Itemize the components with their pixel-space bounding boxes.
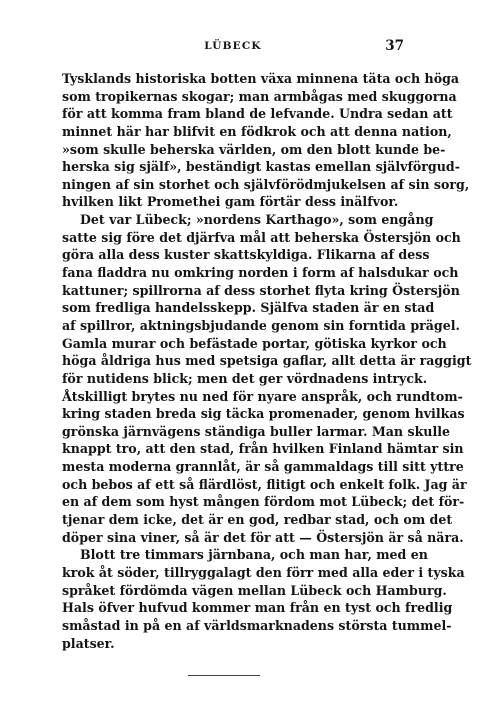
text-line: höga åldriga hus med spetsiga gaflar, allt detta är raggigt xyxy=(62,353,472,369)
text-line: för att komma fram bland de lefvande. Undra sedan att xyxy=(62,106,453,122)
running-title: LÜBECK xyxy=(204,40,262,52)
text-line: Åtskilligt brytes nu ned för nyare anspråk, och rundtom- xyxy=(62,388,463,404)
text-line: knappt tro, att den stad, från hvilken Finland hämtar sin xyxy=(62,441,464,457)
section-end-rule xyxy=(188,675,260,676)
text-line: hvilken likt Promethei gam förtär dess inälfvor. xyxy=(62,194,399,210)
body-text xyxy=(62,70,472,652)
text-line: språket fördömda vägen mellan Lübeck och Hamburg. xyxy=(62,582,447,598)
text-line: kattuner; spillrorna af dess storhet flyta kring Östersjön xyxy=(62,282,460,298)
text-line: som tropikernas skogar; man armbågas med skuggorna xyxy=(62,88,457,104)
text-line: »som skulle beherska världen, om den blott kunde be- xyxy=(62,141,446,157)
text-line: Hals öfver hufvud kommer man från en tyst och fredlig xyxy=(62,600,453,616)
text-line: grönska järnvägens ständiga buller larmar. Man skulle xyxy=(62,423,451,439)
text-line: småstad in på en af världsmarknadens största tummel- xyxy=(62,617,452,633)
text-line: tjenar dem icke, det är en god, redbar stad, och om det xyxy=(62,512,453,528)
text-line: och bebos af ett så flärdlöst, flitigt och enkelt folk. Jag är xyxy=(62,476,467,492)
text-line: mesta moderna grannlåt, är så gammaldags till sitt yttre xyxy=(62,459,464,475)
text-line: göra alla dess kuster skattskyldiga. Flikarna af dess xyxy=(62,247,430,263)
text-line: minnet här har blifvit en födkrok och att denna nation, xyxy=(62,123,452,139)
text-line: Tysklands historiska botten växa minnena täta och höga xyxy=(62,71,460,86)
text-line: af spillror, aktningsbjudande genom sin forntida prägel. xyxy=(62,317,460,333)
text-line: för nutidens blick; men det ger vördnadens intryck. xyxy=(62,370,428,386)
text-line: som fredliga handelsskepp. Själfva staden är en stad xyxy=(62,300,435,316)
text-line: en af dem som hyst mången fördom mot Lübeck; det för- xyxy=(62,494,465,510)
text-line: fana fladdra nu omkring norden i form af halsdukar och xyxy=(62,265,459,281)
text-line: Blott tre timmars järnbana, och man har, med en xyxy=(80,547,428,563)
text-line: satte sig före det djärfva mål att beherska Östersjön och xyxy=(62,229,461,245)
text-line: Gamla murar och befästade portar, götiska kyrkor och xyxy=(62,335,447,351)
text-line: platser. xyxy=(62,635,115,651)
page-header xyxy=(62,40,404,60)
text-line: ningen af sin storhet och självförödmjukelsen af sin sorg, xyxy=(62,176,470,192)
text-line: kring staden breda sig täcka promenader, genom hvilkas xyxy=(62,406,465,422)
text-line: herska sig själf», beständigt kastas emellan självförgud- xyxy=(62,159,460,175)
page-number: 37 xyxy=(385,38,404,54)
text-line: krok åt söder, tillryggalagt den förr med alla eder i tyska xyxy=(62,564,465,580)
text-line: Det var Lübeck; »nordens Karthago», som engång xyxy=(80,212,434,228)
text-line: döper sina viner, så är det för att — Östersjön är så nära. xyxy=(62,529,464,545)
